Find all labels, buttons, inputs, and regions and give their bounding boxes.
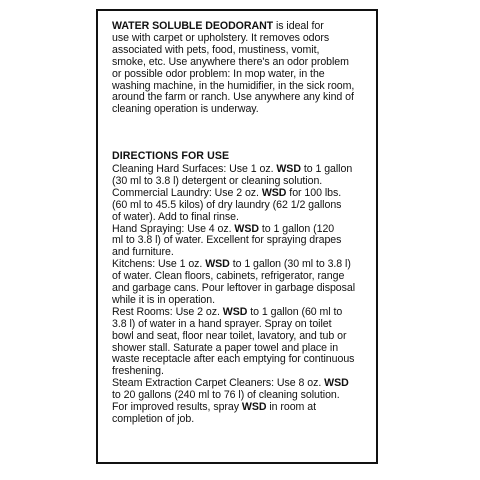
direction-line [112,246,174,258]
intro-line [112,20,324,32]
direction-line [112,318,332,330]
direction-line [112,413,194,425]
direction-line [112,389,340,401]
text-segment: (60 ml to 45.5 kilos) of dry laundry (62 1/2 gallons [112,198,342,211]
bold-text: WATER SOLUBLE DEODORANT [112,20,274,32]
direction-line [112,234,341,246]
text-segment: shower stall. Saturate a paper towel and place in [112,341,339,354]
direction-line [112,270,344,282]
text-segment: (30 ml to 3.8 l) detergent or cleaning solution. [112,174,323,187]
direction-line [112,401,316,413]
direction-line [112,330,346,342]
text-segment: and garbage cans. Pour leftover in garbage disposal [112,282,356,294]
text-segment: in room at [266,401,316,413]
text-segment: waste receptacle after each emptying for continuous [112,353,355,366]
direction-line [112,211,239,223]
text-segment: of water. Clean floors, cabinets, refrigerator, range [112,270,345,283]
text-segment: for 100 lbs. [286,186,342,199]
bold-text: WSD [205,258,230,271]
text-segment: ml to 3.8 l) of water. Excellent for spraying drapes [112,234,342,247]
bold-text: WSD [261,186,287,199]
text-segment: and furniture. [112,246,174,259]
bold-text: WSD [222,305,248,318]
direction-line [112,365,164,377]
direction-line [112,187,341,199]
text-segment: to 1 gallon (60 ml to [247,305,343,318]
direction-line [112,282,355,294]
text-segment: to 1 gallon [300,163,353,175]
direction-line [112,223,334,235]
bold-text: WSD [241,401,267,413]
intro-line [112,68,325,80]
intro-line [112,56,349,68]
bold-text: WSD [234,222,259,235]
intro-line [112,44,319,56]
bold-text: WSD [276,163,301,175]
text-segment: For improved results, spray [112,401,242,413]
text-segment: of water). Add to final rinse. [112,210,239,223]
direction-line [112,175,322,187]
text-segment: completion of job. [112,412,195,425]
text-segment: associated with pets, food, mustiness, vomit, [112,43,320,56]
text-segment: around the farm or ranch. Use anywhere any kind of [112,91,354,104]
bold-text: WSD [324,377,349,390]
text-segment: washing machine, in the humidifier, in the sick room, [112,79,355,92]
text-segment: Hand Spraying: Use 4 oz. [112,222,235,235]
direction-line [112,199,341,211]
text-segment: cleaning operation is underway. [112,103,259,116]
text-segment: to 1 gallon (30 ml to 3.8 l) [229,258,351,271]
text-segment: 3.8 l) of water in a hand sprayer. Spray on toilet [112,317,332,330]
text-segment: Kitchens: Use 1 oz. [112,258,206,271]
direction-line [112,353,354,365]
text-segment: while it is in operation. [112,293,215,306]
intro-line [112,103,259,115]
directions-heading: DIRECTIONS FOR USE [112,150,230,162]
product-label [96,9,378,464]
text-segment: use with carpet or upholstery. It removes odors [112,31,330,44]
direction-line [112,377,349,389]
text-segment: freshening. [112,365,164,378]
text-segment: smoke, etc. Use anywhere there's an odor problem [112,55,349,68]
intro-line [112,80,354,92]
direction-line [112,306,342,318]
intro-line [112,91,354,103]
direction-line [112,342,338,354]
text-segment: to 20 gallons (240 ml to 76 l) of cleaning solution. [112,389,340,402]
direction-line [112,258,351,270]
text-segment: Cleaning Hard Surfaces: Use 1 oz. [112,163,277,175]
text-segment: Rest Rooms: Use 2 oz. [112,305,223,318]
text-segment: bowl and seat, floor near toilet, lavatory, and tub or [112,329,347,342]
direction-line [112,163,352,175]
text-segment: or possible odor problem: In mop water, in the [112,67,325,80]
text-segment: Commercial Laundry: Use 2 oz. [112,186,262,199]
intro-line [112,32,329,44]
direction-line [112,294,215,306]
text-segment: to 1 gallon (120 [259,222,335,235]
text-segment: is ideal for [273,20,324,32]
text-segment: Steam Extraction Carpet Cleaners: Use 8 oz. [112,377,325,390]
